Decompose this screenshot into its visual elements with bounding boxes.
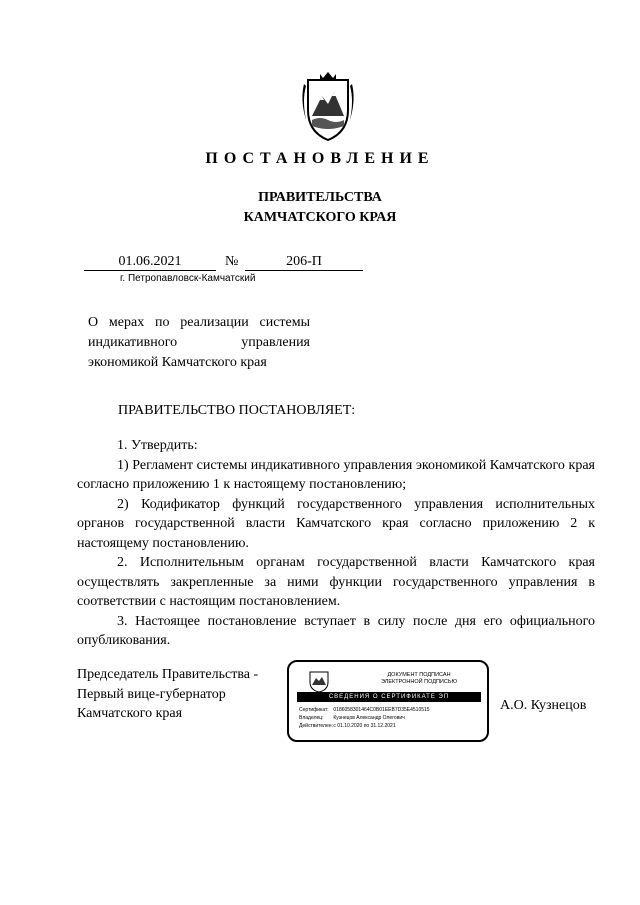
position-line-3: Камчатского края [77, 706, 183, 721]
coat-of-arms-icon [298, 70, 358, 142]
org-line-2: КАМЧАТСКОГО КРАЯ [243, 210, 397, 225]
city: г. Петропавловск-Камчатский [120, 273, 256, 284]
electronic-signature-stamp [287, 660, 489, 742]
stamp-header [359, 672, 479, 686]
stamp-header-line-1: ДОКУМЕНТ ПОДПИСАН [387, 672, 451, 678]
stamp-header-line-2: ЭЛЕКТРОННОЙ ПОДПИСЬЮ [380, 679, 458, 685]
issuing-organization [0, 188, 640, 228]
paragraph-3: 2) Кодификатор функций государственного управления исполнительных органов государственной власти Камчатского края согласно приложению 2 к настоящему постановлению. [77, 496, 595, 551]
stamp-valid-row [299, 723, 481, 729]
position-line-2: Первый вице-губернатор [77, 686, 226, 702]
stamp-cert-row [299, 707, 481, 713]
stamp-emblem-icon [307, 669, 331, 693]
paragraph-2: 1) Регламент системы индикативного управления экономикой Камчатского края согласно приложению 1 к настоящему постановлению; [77, 457, 595, 492]
document-body [77, 436, 595, 651]
valid-label: Действителен: [299, 723, 333, 729]
stamp-cert-bar: СВЕДЕНИЯ О СЕРТИФИКАТЕ ЭП [297, 692, 481, 702]
cert-label: Сертификат: [299, 707, 329, 713]
number-sign: № [225, 254, 239, 269]
document-title: ПОСТАНОВЛЕНИЕ [205, 150, 435, 167]
document-number: 206-П [245, 254, 363, 271]
signatory-name: А.О. Кузнецов [500, 698, 587, 713]
signatory-position [77, 665, 258, 724]
valid-value: с 01.10.2020 по 31.12.2021 [333, 723, 396, 729]
paragraph-4: 2. Исполнительным органам государственной власти Камчатского края осуществлять закрепленные за ними функции государственного управления в соответствии с настоящим постановлением. [77, 555, 595, 609]
document-date: 01.06.2021 [84, 254, 216, 271]
org-line-1: ПРАВИТЕЛЬСТВА [258, 190, 382, 205]
stamp-owner-row [299, 715, 481, 721]
paragraph-1: 1. Утвердить: [117, 438, 198, 453]
document-subject: О мерах по реализации системы индикативного управления экономикой Камчатского края [88, 315, 310, 370]
owner-label: Владелец: [299, 715, 324, 721]
paragraph-5: 3. Настоящее постановление вступает в силу после дня его официального опубликования. [77, 613, 595, 648]
decree-heading: ПРАВИТЕЛЬСТВО ПОСТАНОВЛЯЕТ: [118, 403, 356, 418]
position-line-1: Председатель Правительства - [77, 667, 259, 682]
cert-value: 0186058301464C0B01EEB7D35E4510515 [333, 707, 430, 713]
owner-value: Кузнецов Александр Олегович [333, 715, 405, 721]
